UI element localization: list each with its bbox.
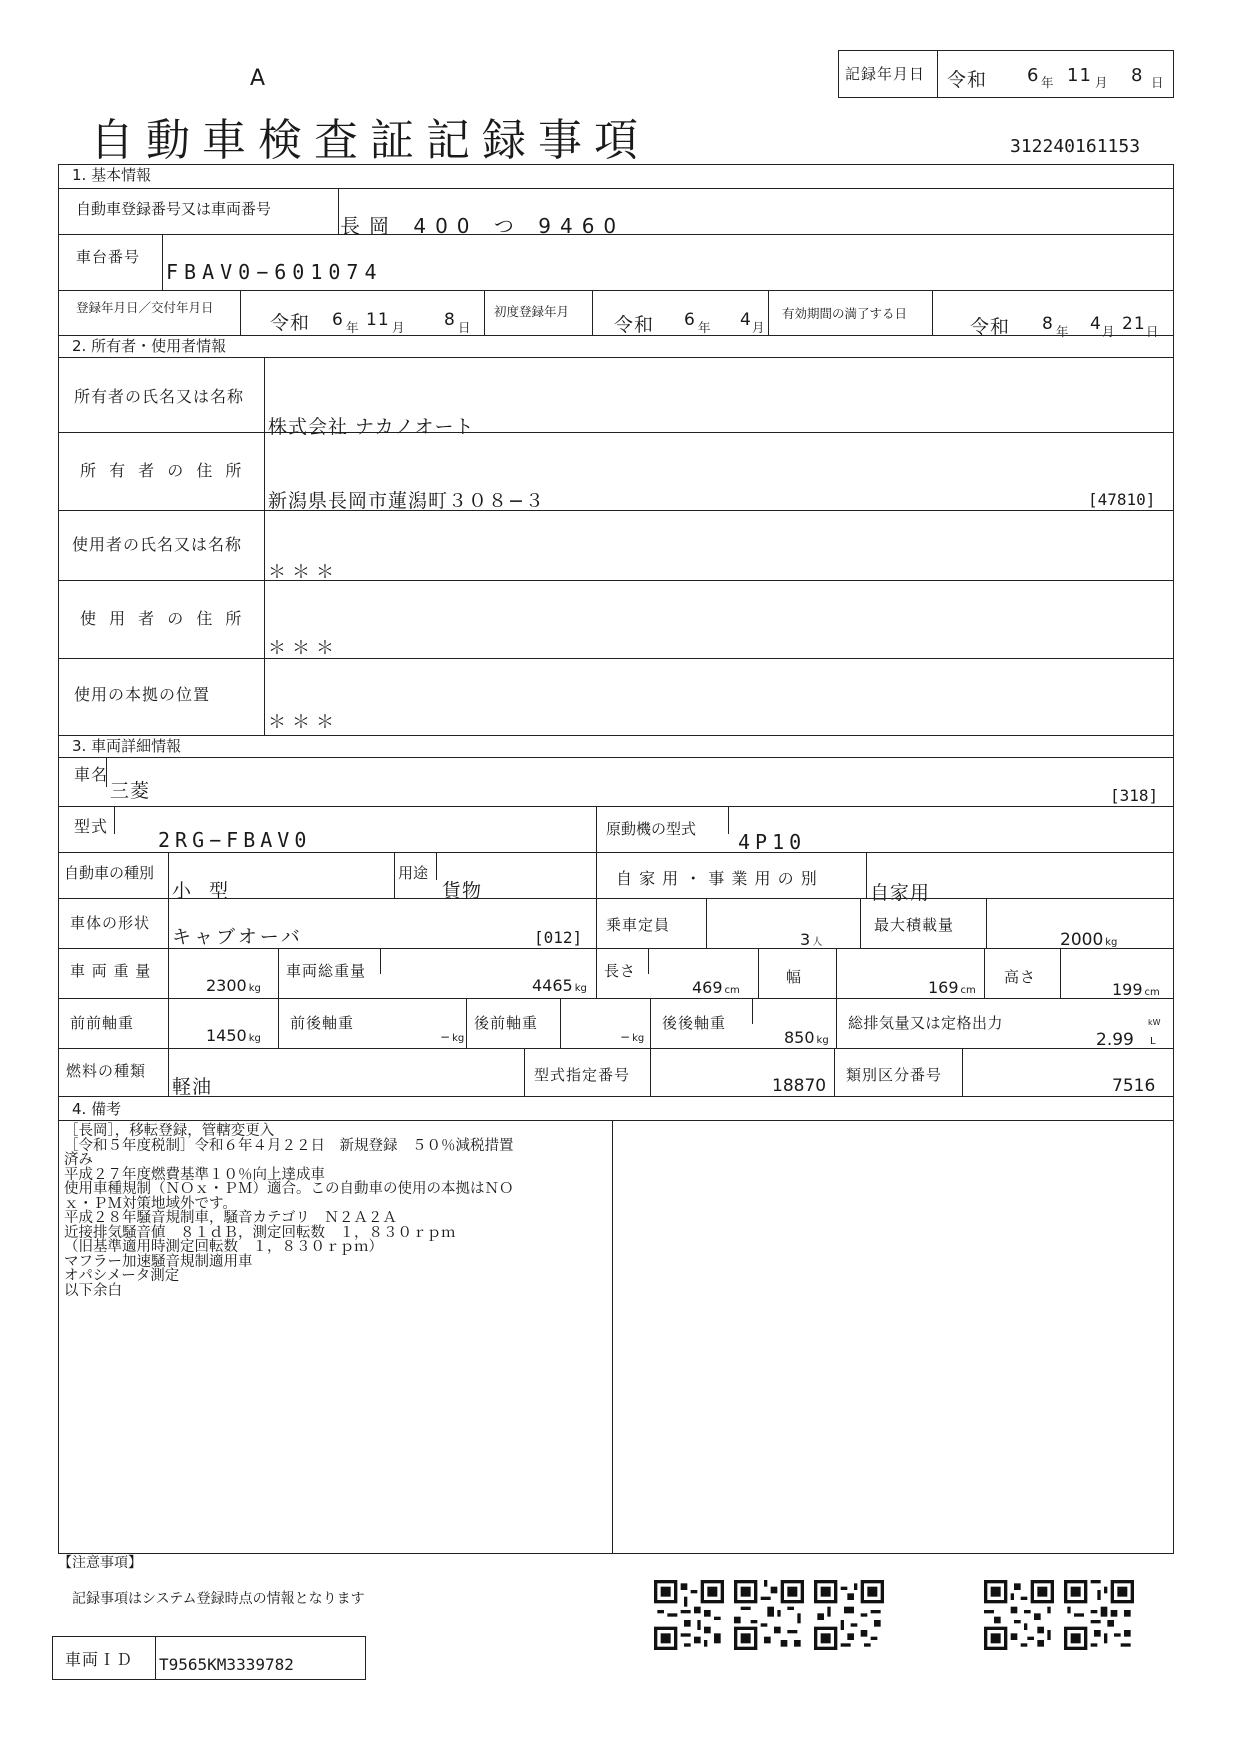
notice-text: 記録事項はシステム登録時点の情報となります	[72, 1591, 365, 1607]
month-unit: 月	[752, 320, 765, 335]
car-name-label: 車名	[74, 765, 109, 784]
reg-date-label: 登録年月日／交付年月日	[76, 300, 214, 315]
user-address-value: ＊＊＊	[268, 638, 340, 659]
vehicle-weight-value: 2300	[206, 976, 247, 995]
length-value: 469	[692, 978, 723, 997]
car-name-code: [318]	[1110, 786, 1159, 805]
width-label: 幅	[786, 968, 803, 986]
height-wrap	[1112, 980, 1160, 999]
rr-axle-label: 後後軸重	[662, 1014, 727, 1032]
section-remarks: 4. 備考	[72, 1100, 122, 1118]
expiry-era: 令和	[970, 316, 1011, 338]
body-shape-code: [012]	[534, 928, 583, 947]
first-reg-year: 6	[684, 310, 696, 330]
max-load-value: 2000	[1060, 930, 1104, 950]
year-unit: 年	[1041, 75, 1054, 90]
rr-axle-wrap	[784, 1028, 829, 1047]
day-unit: 日	[458, 320, 471, 335]
reg-number-label: 自動車登録番号又は車両番号	[76, 200, 272, 218]
fr-axle-wrap	[440, 1030, 464, 1044]
month-unit: 月	[392, 320, 405, 335]
section-basic: 1. 基本情報	[72, 166, 152, 184]
capacity-label: 乗車定員	[606, 916, 671, 934]
kg-unit: kg	[574, 983, 587, 994]
model-value: 2RG−FBAV0	[158, 828, 312, 852]
type-designation-label: 型式指定番号	[534, 1066, 631, 1084]
user-name-value: ＊＊＊	[268, 562, 340, 583]
width-wrap	[928, 978, 976, 997]
record-date-box	[838, 50, 1174, 98]
height-label: 高さ	[1004, 968, 1037, 986]
record-date-month: 11	[1067, 65, 1092, 86]
record-date-year: 6	[1027, 65, 1040, 86]
kg-unit: kg	[248, 983, 261, 994]
owner-name-value: 株式会社 ナカノオート	[268, 416, 475, 438]
month-unit: 月	[1102, 324, 1115, 339]
displacement-value: 2.99	[1096, 1030, 1134, 1050]
vehicle-id-label: 車両ＩＤ	[65, 1650, 134, 1669]
fr-axle-label: 前後軸重	[290, 1014, 355, 1032]
l-unit: L	[1150, 1036, 1156, 1047]
day-unit: 日	[1151, 75, 1164, 90]
capacity-value-wrap	[800, 930, 822, 949]
type-designation-value: 18870	[772, 1076, 827, 1096]
class-number-label: 類別区分番号	[846, 1066, 943, 1084]
expiry-label: 有効期間の満了する日	[782, 306, 908, 321]
kg-unit: kg	[248, 1033, 261, 1044]
user-name-label: 使用者の氏名又は名称	[72, 535, 243, 554]
expiry-day: 21	[1122, 314, 1146, 334]
chassis-value: FBAV0−601074	[166, 260, 383, 284]
owner-address-label: 所 有 者 の 住 所	[80, 461, 246, 480]
kg-unit: kg	[452, 1033, 465, 1044]
user-address-label: 使 用 者 の 住 所	[80, 609, 246, 628]
notice-title: 【注意事項】	[58, 1555, 142, 1571]
reg-date-day: 8	[444, 310, 456, 330]
reg-date-year: 6	[332, 310, 344, 330]
corner-mark: A	[250, 66, 266, 91]
gross-weight-wrap	[532, 976, 587, 995]
length-label: 長さ	[604, 962, 637, 980]
month-unit: 月	[1095, 75, 1108, 90]
length-wrap	[692, 978, 740, 997]
height-value: 199	[1112, 980, 1143, 999]
qr-code-icon	[984, 1580, 1054, 1650]
car-name-value: 三菱	[110, 780, 151, 802]
max-load-label: 最大積載量	[874, 916, 955, 934]
cm-unit: cm	[1144, 987, 1160, 998]
page-title: 自動車検査証記録事項	[90, 115, 650, 166]
use-label: 用途	[398, 864, 429, 882]
vehicle-id-value: T9565KM3339782	[159, 1655, 294, 1674]
chassis-label: 車台番号	[76, 248, 141, 266]
expiry-year: 8	[1042, 314, 1054, 334]
base-location-label: 使用の本拠の位置	[74, 685, 211, 704]
qr-code-icon	[654, 1580, 724, 1650]
section-vehicle: 3. 車両詳細情報	[72, 737, 182, 755]
owner-address-code: [47810]	[1088, 490, 1156, 509]
kind-label: 自動車の種別	[64, 864, 155, 882]
record-date-label: 記録年月日	[845, 65, 926, 83]
year-unit: 年	[346, 320, 359, 335]
kw-unit: kW	[1148, 1018, 1161, 1027]
reg-date-era: 令和	[270, 312, 311, 334]
capacity-unit: 人	[812, 937, 823, 948]
ff-axle-value: 1450	[206, 1026, 247, 1045]
kind-value: 小 型	[172, 880, 235, 902]
first-reg-label: 初度登録年月	[494, 304, 570, 319]
owner-name-label: 所有者の氏名又は名称	[74, 387, 245, 406]
fr-axle-value: −	[440, 1030, 451, 1044]
document-number: 312240161153	[1010, 136, 1141, 157]
base-location-value: ＊＊＊	[268, 712, 340, 733]
kg-unit: kg	[632, 1033, 645, 1044]
gross-weight-label: 車両総重量	[286, 962, 367, 980]
displacement-label: 総排気量又は定格出力	[848, 1014, 1004, 1032]
year-unit: 年	[1056, 324, 1069, 339]
vehicle-id-box	[52, 1636, 366, 1680]
engine-label: 原動機の型式	[606, 820, 697, 838]
kg-unit: kg	[816, 1035, 829, 1046]
qr-code-icon	[814, 1580, 884, 1650]
width-value: 169	[928, 978, 959, 997]
body-shape-label: 車体の形状	[70, 914, 151, 932]
kg-unit: kg	[1105, 937, 1118, 948]
vehicle-weight-label: 車 両 重 量	[70, 962, 152, 980]
rr-axle-value: 850	[784, 1028, 815, 1047]
record-date-day: 8	[1131, 65, 1144, 86]
model-label: 型式	[74, 817, 109, 836]
capacity-value: 3	[800, 930, 811, 949]
vehicle-weight-wrap	[206, 976, 261, 995]
class-number-value: 7516	[1112, 1076, 1156, 1096]
body-shape-value: キャブオーバ	[172, 926, 303, 948]
qr-code-icon	[1064, 1580, 1134, 1650]
private-commercial-label: 自 家 用 ・ 事 業 用 の 別	[616, 869, 818, 888]
fuel-label: 燃料の種類	[66, 1062, 147, 1080]
owner-address-value: 新潟県長岡市蓮潟町３０８−３	[268, 490, 545, 512]
day-unit: 日	[1146, 324, 1159, 339]
ff-axle-label: 前前軸重	[70, 1014, 135, 1032]
expiry-month: 4	[1090, 314, 1102, 334]
rf-axle-wrap	[620, 1030, 644, 1044]
section-owner: 2. 所有者・使用者情報	[72, 337, 227, 355]
reg-number-value: 長岡 400 つ 9460	[340, 214, 626, 238]
ff-axle-wrap	[206, 1026, 261, 1045]
private-commercial-value: 自家用	[870, 882, 931, 904]
gross-weight-value: 4465	[532, 976, 573, 995]
cm-unit: cm	[960, 985, 976, 996]
record-date-era: 令和	[947, 69, 988, 91]
max-load-value-wrap	[1060, 930, 1117, 950]
first-reg-era: 令和	[614, 314, 655, 336]
rf-axle-value: −	[620, 1030, 631, 1044]
form-frame	[58, 164, 1174, 1554]
reg-date-month: 11	[366, 310, 390, 330]
use-value: 貨物	[442, 880, 483, 902]
first-reg-month: 4	[740, 310, 752, 330]
rf-axle-label: 後前軸重	[474, 1014, 539, 1032]
remarks-text: ［長岡］，移転登録，管轄変更入 ［令和５年度税制］令和６年４月２２日 新規登録 ５０％減税措置 済み 平成２７年度燃費基準１０％向上達成車 使用車種規制（ＮＯｘ・ＰＭ）適合。この自動車の使用の本拠はＮＯ ｘ・ＰＭ対策地域外です。 平成２８年騒音規制車，騒音カテゴリ Ｎ２Ａ２Ａ 近接排気騒音値 ８１ｄＢ，測定回転数 １，８３０ｒｐｍ （旧基準適用時測定回転数 １，８３０ｒｐｍ） マフラー加速騒音規制適用車 オパシメータ測定 以下余白	[64, 1123, 514, 1299]
year-unit: 年	[698, 320, 711, 335]
cm-unit: cm	[724, 985, 740, 996]
engine-value: 4P10	[738, 830, 807, 854]
qr-code-icon	[734, 1580, 804, 1650]
fuel-value: 軽油	[172, 1076, 213, 1098]
